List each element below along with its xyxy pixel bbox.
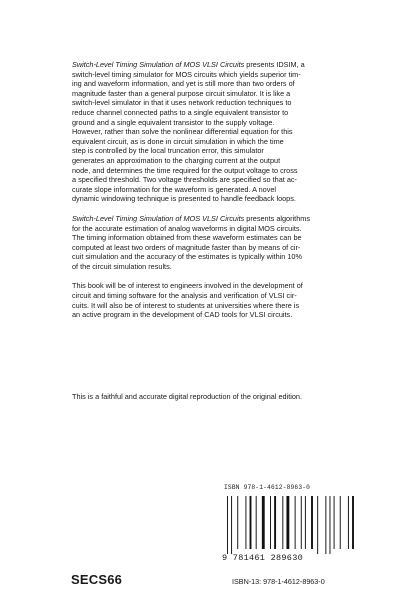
barcode-bar [352,496,354,549]
barcode-bar [334,496,335,549]
barcode-bar [317,496,318,554]
book-title-italic: Switch-Level Timing Simulation of MOS VLSI Circuits [72,213,245,223]
barcode-bar [237,496,238,549]
barcode-bar [227,496,228,554]
isbn-barcode [226,496,360,554]
barcode-bar [282,496,283,549]
reproduction-note: This is a faithful and accurate digital reproduction of the original edition. [72,392,302,401]
barcode-bar [305,496,306,549]
description-paragraph-3 [72,281,364,319]
barcode-bar [274,496,276,549]
barcode-bar [340,496,341,549]
description-paragraph-1 [72,60,364,204]
barcode-bar [250,496,252,549]
barcode-bar [348,496,349,549]
barcode-bar [231,496,232,554]
barcode-bar [311,496,313,549]
barcode-bar [325,496,326,554]
isbn-13: ISBN-13: 978-1-4612-8963-0 [232,577,325,586]
barcode-bar [330,496,331,554]
description-paragraph-1-text: presents IDSIM, a switch-level timing simulator for MOS circuits which yields superior tim- ing and waveform information, and yet is still more than two orders of magnitude faster than a general purpose circuit simulator. It is like a switch-level simulator in that it uses network reduction techniques to reduce channel connected paths to a single equivalent transistor to ground and a single equivalent transistor to the supply voltage. However, rather than solve the nonlinear differential equation for this equivalent circuit, as is done in circuit simulation in which the time step is controlled by the local truncation error, this simulator generates an approximation to the charging current at the output node, and determines the time required for the output voltage to cross a specified threshold. Two voltage thresholds are specified so that ac- curate slope information for the waveform is generated. A novel dynamic windowing technique is presented to handle feedback loops. [72,60,305,204]
description-paragraph-3-text: This book will be of interest to engineers involved in the development of circuit and timing software for the analysis and verification of VLSI cir- cuits. It will also be of interest to students at universities where there is an active program in the development of CAD tools for VLSI circuits. [72,281,303,320]
barcode-digits: 9 781461 289630 [222,553,304,563]
barcode-bar [301,496,302,549]
barcode-isbn-label: ISBN 978-1-4612-8963-0 [224,484,311,491]
barcode-bar [256,496,257,549]
barcode-bar [245,496,246,549]
barcode-bar [295,496,296,549]
description-paragraph-2-text: presents algorithms for the accurate estimation of analog waveforms in digital MOS circuits. The timing information obtained from these waveform estimates can be computed at least two orders of magnitude faster than by means of cir- cuit simulation and the accuracy of the estimates is typically within 10% of the circuit simulation results. [72,213,310,271]
series-code: SECS66 [71,572,123,587]
description-paragraph-2 [72,214,364,272]
barcode-bar [270,496,271,549]
barcode-bar [262,496,265,549]
book-description [72,60,364,330]
barcode-bar [286,496,289,549]
book-title-italic: Switch-Level Timing Simulation of MOS VLSI Circuits [72,60,245,69]
